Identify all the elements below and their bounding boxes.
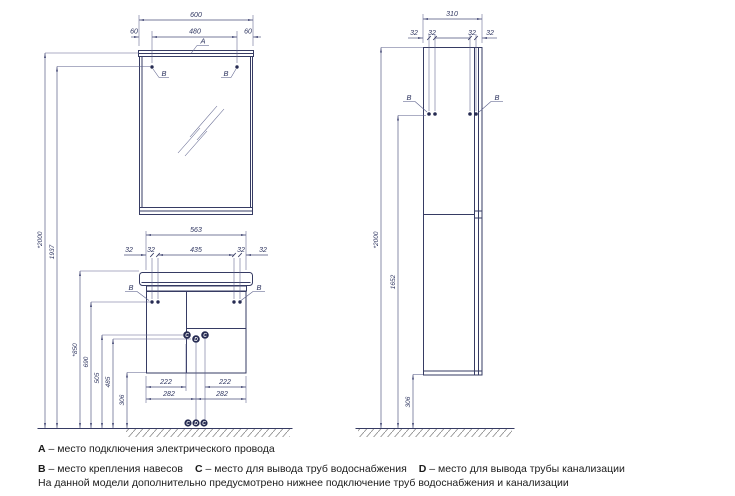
callout-b: B xyxy=(128,283,134,292)
dim-label-435: 435 xyxy=(190,247,202,254)
marker-c: C xyxy=(202,421,206,427)
mount-point-b xyxy=(474,112,478,116)
dim-label-222: 222 xyxy=(219,379,231,386)
legend-key-d: D xyxy=(418,463,427,475)
legend-text-a: – место подключения электрического провода xyxy=(48,443,275,455)
dim-label-32: 32 xyxy=(237,247,245,254)
dim-label-1652: 1652 xyxy=(390,274,397,290)
legend-key-b: B xyxy=(38,463,46,475)
mount-point-b xyxy=(433,112,437,116)
dim-label-480: 480 xyxy=(189,28,201,36)
legend-seg-b xyxy=(38,463,183,475)
dim-label-32: 32 xyxy=(428,30,436,37)
callout-b: B xyxy=(406,93,412,102)
marker-c: C xyxy=(203,333,207,339)
marker-d: D xyxy=(194,337,198,343)
dim-label-32: 32 xyxy=(486,30,494,37)
callout-b: B xyxy=(223,69,229,78)
callout-a: A xyxy=(200,36,206,46)
dim-label-563: 563 xyxy=(190,227,202,234)
dim-label-850: *850 xyxy=(72,343,79,357)
legend-line-bcd xyxy=(38,462,718,476)
dim-label-282: 282 xyxy=(163,391,175,398)
legend-seg-d xyxy=(419,463,625,475)
legend-key-a: A xyxy=(38,443,46,455)
mount-point-b xyxy=(427,112,431,116)
dim-label-60-left: 60 xyxy=(130,28,138,36)
mount-point-b xyxy=(150,300,153,303)
dim-label-222: 222 xyxy=(160,379,172,386)
mount-point-b xyxy=(150,65,153,68)
mount-point-b xyxy=(235,65,238,68)
front-view-dimensions xyxy=(37,12,268,428)
mirror-glass-hatch xyxy=(178,106,224,156)
callout-b: B xyxy=(256,283,262,292)
mirror-cabinet-front xyxy=(139,51,254,215)
legend-key-c: C xyxy=(194,463,203,475)
floor-line xyxy=(38,429,514,438)
legend-text-b: – место крепления навесов xyxy=(48,463,183,475)
dim-label-310: 310 xyxy=(446,11,458,18)
mount-point-b xyxy=(232,300,235,303)
dim-label-282: 282 xyxy=(216,391,228,398)
marker-c: C xyxy=(185,333,189,339)
dim-label-690: 690 xyxy=(83,356,90,368)
cabinet-side-view xyxy=(424,48,483,376)
dim-label-60-right: 60 xyxy=(244,28,252,36)
dim-label-306: 306 xyxy=(405,396,412,408)
dim-label-32: 32 xyxy=(410,30,418,37)
dim-label-32: 32 xyxy=(125,247,133,254)
legend-line-note: На данной модели дополнительно предусмотрено нижнее подключение труб водоснабжения и канализации xyxy=(38,477,569,489)
marker-c: C xyxy=(186,421,190,427)
dim-label-505: 505 xyxy=(94,372,101,384)
mount-point-b xyxy=(156,300,159,303)
dim-label-600: 600 xyxy=(190,12,202,19)
legend-text-c: – место для вывода труб водоснабжения xyxy=(205,463,407,475)
legend xyxy=(38,442,718,490)
legend-seg-c xyxy=(195,463,407,475)
legend-line-a xyxy=(38,442,718,456)
callout-b: B xyxy=(494,93,500,102)
mount-point-b xyxy=(468,112,472,116)
marker-d: D xyxy=(194,421,198,427)
callout-b: B xyxy=(161,69,167,78)
dim-label-32: 32 xyxy=(468,30,476,37)
dim-label-1937: 1937 xyxy=(49,244,56,260)
dim-label-2000: *2000 xyxy=(37,231,44,249)
mount-point-b xyxy=(238,300,241,303)
dim-label-32: 32 xyxy=(259,247,267,254)
dim-label-306: 306 xyxy=(119,394,126,406)
legend-text-d: – место для вывода трубы канализации xyxy=(429,463,625,475)
side-view-dimensions xyxy=(373,11,503,428)
dim-label-32: 32 xyxy=(147,247,155,254)
dim-label-485: 485 xyxy=(105,376,112,388)
dim-label-2000: *2000 xyxy=(373,231,380,249)
